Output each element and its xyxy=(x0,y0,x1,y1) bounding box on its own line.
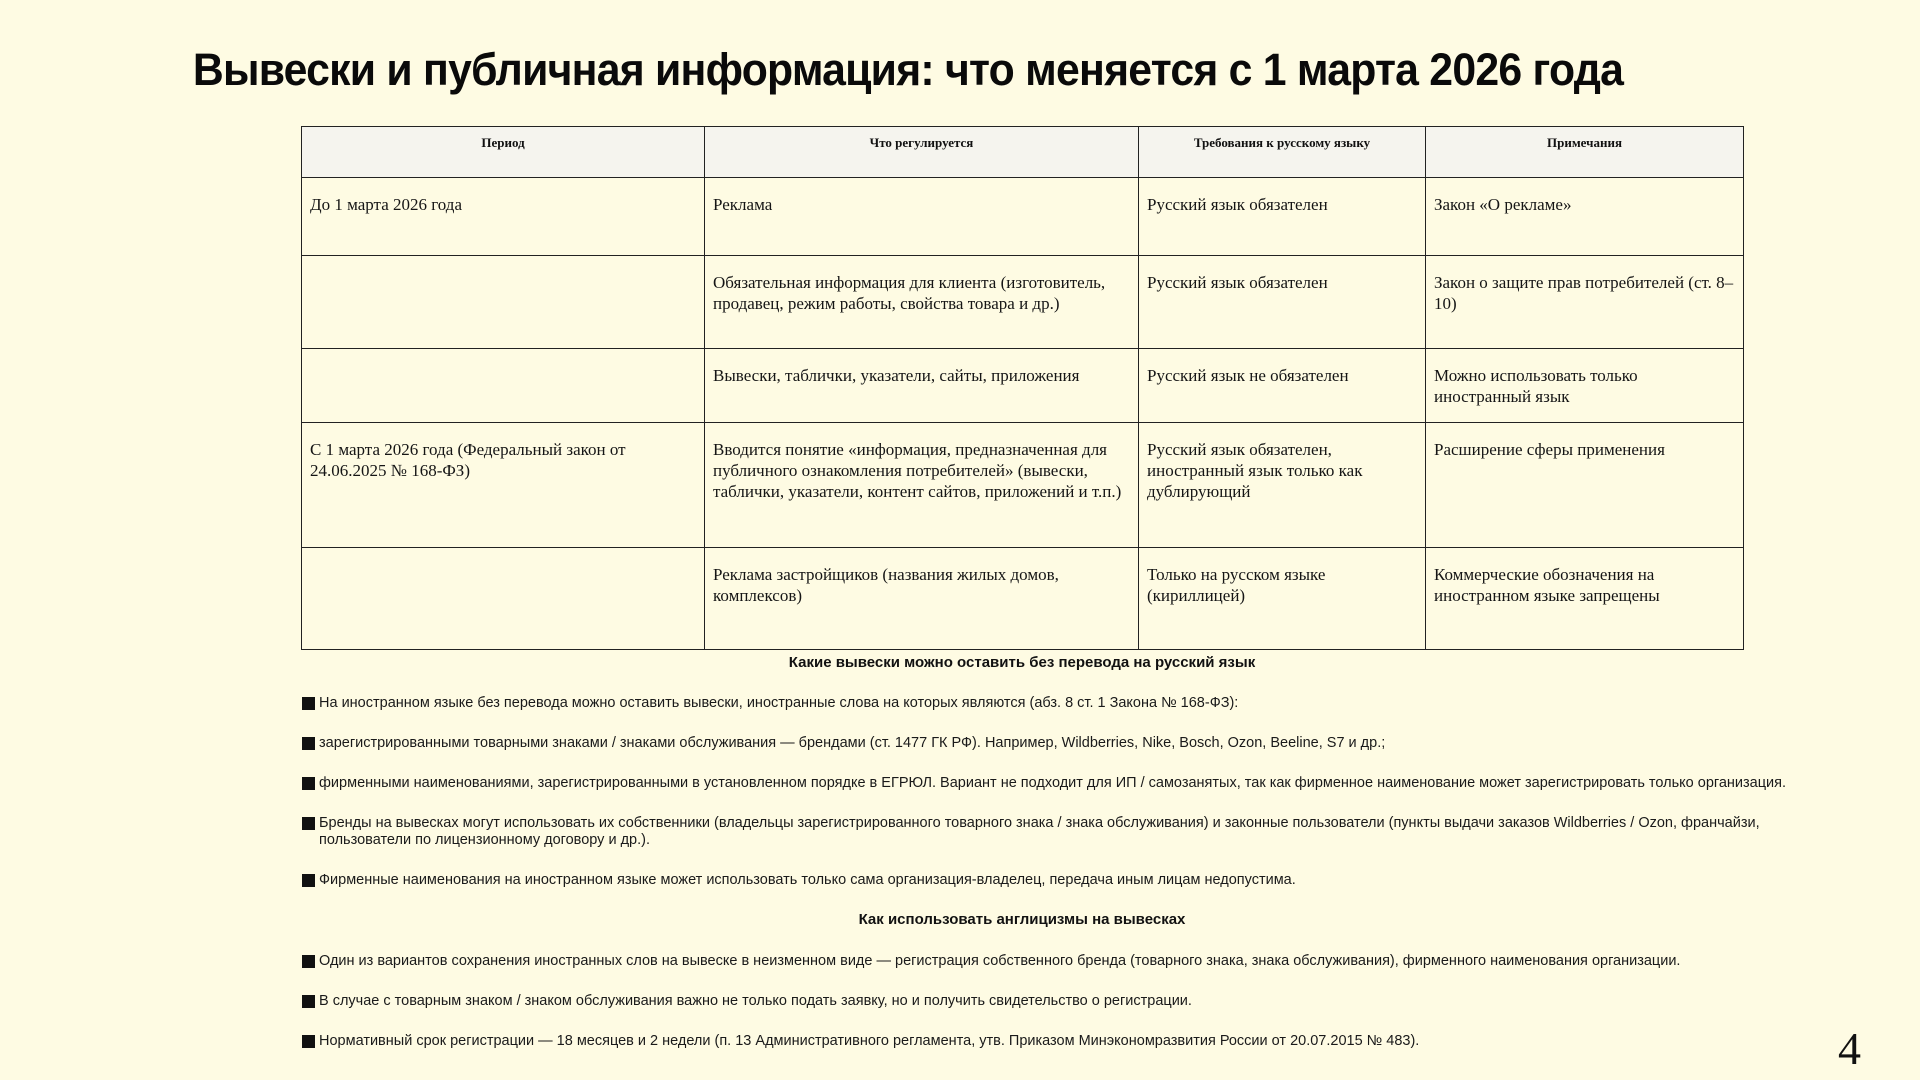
cell-notes: Коммерческие обозначения на иностранном языке запрещены xyxy=(1426,548,1744,650)
bullet-text: Один из вариантов сохранения иностранных слов на вывеске в неизменном виде — регистрация собственного бренда (товарного знака, знака обслуживания), фирменного наименования организации. xyxy=(319,953,1681,969)
section-heading-untranslated-signs: Какие вывески можно оставить без перевода на русский язык xyxy=(788,654,1256,671)
list-item xyxy=(302,735,1802,752)
cell-requirements: Русский язык обязателен, иностранный язык только как дублирующий xyxy=(1139,423,1426,548)
bullet-text: Фирменные наименования на иностранном языке может использовать только сама организация-владелец, передача иным лицам недопустима. xyxy=(319,872,1296,888)
cell-requirements: Русский язык обязателен xyxy=(1139,178,1426,256)
square-bullet-icon xyxy=(302,955,315,968)
cell-notes: Расширение сферы применения xyxy=(1426,423,1744,548)
cell-regulated: Вывески, таблички, указатели, сайты, приложения xyxy=(705,349,1139,423)
square-bullet-icon xyxy=(302,817,315,830)
list-item xyxy=(302,953,1802,970)
page-number: 4 xyxy=(1838,1023,1861,1074)
cell-regulated: Вводится понятие «информация, предназначенная для публичного ознакомления потребителей» (вывески, таблички, указатели, контент сайтов, приложений и т.п.) xyxy=(705,423,1139,548)
cell-notes: Закон «О рекламе» xyxy=(1426,178,1744,256)
cell-requirements: Русский язык не обязателен xyxy=(1139,349,1426,423)
square-bullet-icon xyxy=(302,995,315,1008)
cell-period: До 1 марта 2026 года xyxy=(302,178,705,256)
list-item xyxy=(302,1033,1802,1050)
square-bullet-icon xyxy=(302,697,315,710)
cell-notes: Можно использовать только иностранный язык xyxy=(1426,349,1744,423)
square-bullet-icon xyxy=(302,874,315,887)
column-header-russian-requirements: Требования к русскому языку xyxy=(1139,127,1426,178)
cell-regulated: Реклама xyxy=(705,178,1139,256)
table-row xyxy=(302,256,1744,349)
column-header-period: Период xyxy=(302,127,705,178)
bullet-text: зарегистрированными товарными знаками / знаками обслуживания — брендами (ст. 1477 ГК РФ). Например, Wildberries, Nike, Bosch, Ozon, Beeline, S7 и др.; xyxy=(319,735,1386,751)
cell-period: С 1 марта 2026 года (Федеральный закон от 24.06.2025 № 168-ФЗ) xyxy=(302,423,705,548)
cell-regulated: Обязательная информация для клиента (изготовитель, продавец, режим работы, свойства товара и др.) xyxy=(705,256,1139,349)
table-row xyxy=(302,178,1744,256)
list-item xyxy=(302,993,1802,1010)
cell-period xyxy=(302,349,705,423)
cell-requirements: Русский язык обязателен xyxy=(1139,256,1426,349)
column-header-regulated: Что регулируется xyxy=(705,127,1139,178)
square-bullet-icon xyxy=(302,1035,315,1048)
table-row xyxy=(302,349,1744,423)
list-item xyxy=(302,695,1802,712)
square-bullet-icon xyxy=(302,737,315,750)
cell-notes: Закон о защите прав потребителей (ст. 8–10) xyxy=(1426,256,1744,349)
slide-title: Вывески и публичная информация: что меняется с 1 марта 2026 года xyxy=(192,44,1624,95)
table-row xyxy=(302,423,1744,548)
cell-requirements: Только на русском языке (кириллицей) xyxy=(1139,548,1426,650)
cell-period xyxy=(302,256,705,349)
bullet-text: На иностранном языке без перевода можно оставить вывески, иностранные слова на которых являются (абз. 8 ст. 1 Закона № 168-ФЗ): xyxy=(319,695,1239,711)
bullet-text: Бренды на вывесках могут использовать их собственники (владельцы зарегистрированного товарного знака / знака обслуживания) и законные пользователи (пункты выдачи заказов Wildberries / Ozon, франчайзи, пользователи по лицензионному договору и др.). xyxy=(319,815,1760,848)
list-item xyxy=(302,815,1772,849)
cell-period xyxy=(302,548,705,650)
bullet-text: фирменными наименованиями, зарегистрированными в установленном порядке в ЕГРЮЛ. Вариант не подходит для ИП / самозанятых, так как фирменное наименование может зарегистрировать только организация. xyxy=(319,775,1787,791)
table-row xyxy=(302,548,1744,650)
square-bullet-icon xyxy=(302,777,315,790)
bullet-text: Нормативный срок регистрации — 18 месяцев и 2 недели (п. 13 Административного регламента, утв. Приказом Минэкономразвития России от 20.07.2015 № 483). xyxy=(319,1033,1420,1049)
bullet-text: В случае с товарным знаком / знаком обслуживания важно не только подать заявку, но и получить свидетельство о регистрации. xyxy=(319,993,1192,1009)
cell-regulated: Реклама застройщиков (названия жилых домов, комплексов) xyxy=(705,548,1139,650)
column-header-notes: Примечания xyxy=(1426,127,1744,178)
section-heading-anglicisms: Как использовать англицизмы на вывесках xyxy=(858,911,1186,928)
list-item xyxy=(302,775,1802,792)
regulation-table xyxy=(301,126,1744,650)
list-item xyxy=(302,872,1802,889)
table-header-row xyxy=(302,127,1744,178)
